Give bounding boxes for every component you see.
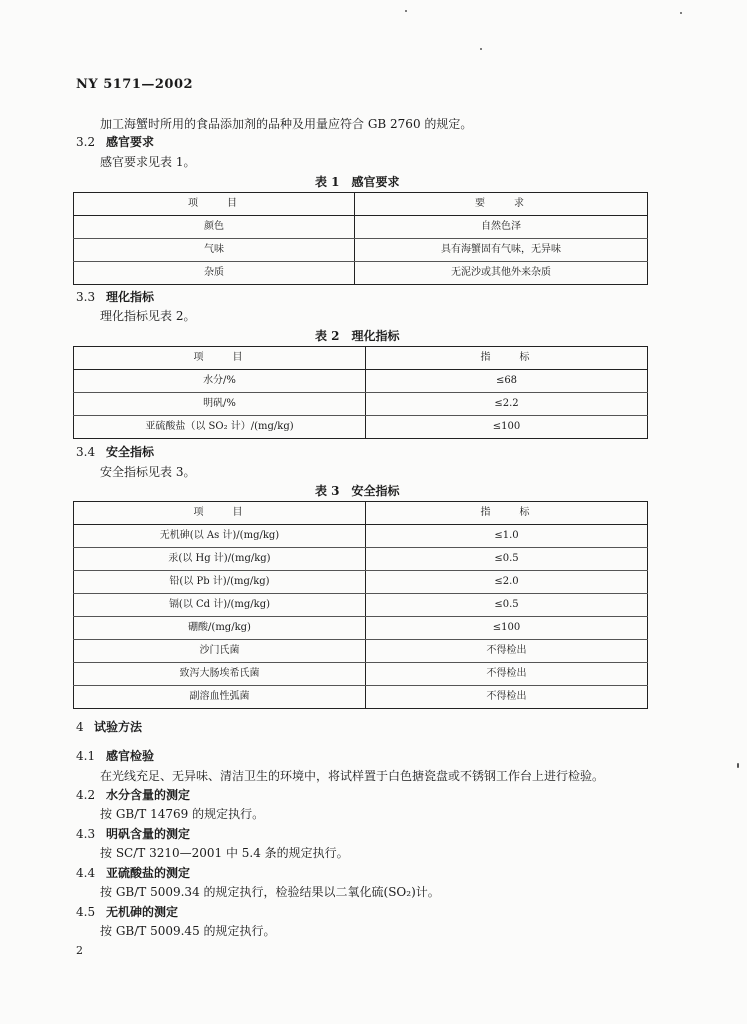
section-3-3-text: 理化指标见表 2。 <box>100 309 196 323</box>
section-4-2-heading <box>76 786 190 803</box>
table-cell: 无机砷(以 As 计)/(mg/kg) <box>74 525 366 548</box>
table-cell: 自然色泽 <box>355 216 648 239</box>
table3-caption: 表 3 安全指标 <box>315 484 400 498</box>
column-header: 指 标 <box>366 502 648 525</box>
section-number: 3.4 <box>76 445 96 459</box>
section-3-4-text: 安全指标见表 3。 <box>100 465 196 479</box>
table-cell: 镉(以 Cd 计)/(mg/kg) <box>74 594 366 617</box>
column-header: 指 标 <box>366 347 648 370</box>
table-cell: ≤1.0 <box>366 525 648 548</box>
table-cell: ≤68 <box>366 370 648 393</box>
section-title: 感官检验 <box>106 749 155 763</box>
section-3-4-heading <box>76 443 154 460</box>
section-3-2-text: 感官要求见表 1。 <box>100 155 196 169</box>
table-cell: ≤2.2 <box>366 393 648 416</box>
table-row <box>74 239 648 262</box>
intro-text: 加工海蟹时所用的食品添加剂的品种及用量应符合 GB 2760 的规定。 <box>100 117 473 131</box>
section-title: 明矾含量的测定 <box>106 827 191 841</box>
table-cell: 致泻大肠埃希氏菌 <box>74 663 366 686</box>
section-number: 4.2 <box>76 788 96 802</box>
scan-speck <box>405 10 407 12</box>
section-4-4-heading <box>76 864 190 881</box>
section-title: 水分含量的测定 <box>106 788 191 802</box>
table-sensory <box>73 192 648 285</box>
table1-caption: 表 1 感官要求 <box>315 175 400 189</box>
section-4-4-text: 按 GB/T 5009.34 的规定执行，检验结果以二氧化硫(SO₂)计。 <box>100 885 440 899</box>
table-row <box>74 640 648 663</box>
section-4-5-heading <box>76 903 178 920</box>
section-title: 试验方法 <box>94 720 143 734</box>
table-cell: 气味 <box>74 239 355 262</box>
section-4-3-text: 按 SC/T 3210—2001 中 5.4 条的规定执行。 <box>100 846 349 860</box>
table-cell: 汞(以 Hg 计)/(mg/kg) <box>74 548 366 571</box>
table-row <box>74 525 648 548</box>
table-cell: 不得检出 <box>366 663 648 686</box>
section-4-5-text: 按 GB/T 5009.45 的规定执行。 <box>100 924 276 938</box>
section-number: 3.2 <box>76 135 96 149</box>
table-header-row <box>74 502 648 525</box>
scan-speck <box>737 763 739 768</box>
scan-speck <box>680 12 682 14</box>
table-row <box>74 216 648 239</box>
doc-id: NY 5171—2002 <box>76 77 194 92</box>
table2-caption: 表 2 理化指标 <box>315 329 400 343</box>
section-4-3-heading <box>76 825 190 842</box>
column-header: 项 目 <box>74 193 355 216</box>
table-cell: 杂质 <box>74 262 355 285</box>
table-cell: 亚硫酸盐（以 SO₂ 计）/(mg/kg) <box>74 416 366 439</box>
section-4-1-text: 在光线充足、无异味、清洁卫生的环境中，将试样置于白色搪瓷盘或不锈钢工作台上进行检验。 <box>100 769 605 783</box>
table-cell: 不得检出 <box>366 686 648 709</box>
table-row <box>74 663 648 686</box>
section-4-heading <box>76 718 142 735</box>
section-title: 无机砷的测定 <box>106 905 179 919</box>
table-row <box>74 594 648 617</box>
table-row <box>74 416 648 439</box>
table-cell: ≤100 <box>366 617 648 640</box>
table-cell: 颜色 <box>74 216 355 239</box>
table-cell: ≤2.0 <box>366 571 648 594</box>
table-row <box>74 571 648 594</box>
column-header: 项 目 <box>74 347 366 370</box>
section-number: 4.1 <box>76 749 96 763</box>
table-cell: ≤0.5 <box>366 594 648 617</box>
table-cell: 水分/% <box>74 370 366 393</box>
table-cell: ≤0.5 <box>366 548 648 571</box>
table-cell: ≤100 <box>366 416 648 439</box>
column-header: 要 求 <box>355 193 648 216</box>
table-cell: 具有海蟹固有气味，无异味 <box>355 239 648 262</box>
table-safety <box>73 501 648 709</box>
table-cell: 不得检出 <box>366 640 648 663</box>
section-4-2-text: 按 GB/T 14769 的规定执行。 <box>100 807 265 821</box>
table-row <box>74 370 648 393</box>
table-cell: 副溶血性弧菌 <box>74 686 366 709</box>
table-row <box>74 548 648 571</box>
section-number: 4.3 <box>76 827 96 841</box>
page-number: 2 <box>76 944 83 957</box>
table-header-row <box>74 347 648 370</box>
section-title: 感官要求 <box>106 135 155 149</box>
section-number: 4 <box>76 720 84 734</box>
table-row <box>74 617 648 640</box>
table-row <box>74 393 648 416</box>
table-cell: 铅(以 Pb 计)/(mg/kg) <box>74 571 366 594</box>
table-cell: 沙门氏菌 <box>74 640 366 663</box>
section-number: 4.5 <box>76 905 96 919</box>
table-row <box>74 262 648 285</box>
scan-speck <box>480 48 482 50</box>
section-title: 理化指标 <box>106 290 155 304</box>
table-cell: 硼酸/(mg/kg) <box>74 617 366 640</box>
table-header-row <box>74 193 648 216</box>
section-title: 安全指标 <box>106 445 155 459</box>
table-physicochemical <box>73 346 648 439</box>
section-title: 亚硫酸盐的测定 <box>106 866 191 880</box>
section-number: 4.4 <box>76 866 96 880</box>
table-row <box>74 686 648 709</box>
section-3-3-heading <box>76 288 154 305</box>
section-number: 3.3 <box>76 290 96 304</box>
section-4-1-heading <box>76 747 154 764</box>
column-header: 项 目 <box>74 502 366 525</box>
section-3-2-heading <box>76 133 154 150</box>
table-cell: 明矾/% <box>74 393 366 416</box>
table-cell: 无泥沙或其他外来杂质 <box>355 262 648 285</box>
